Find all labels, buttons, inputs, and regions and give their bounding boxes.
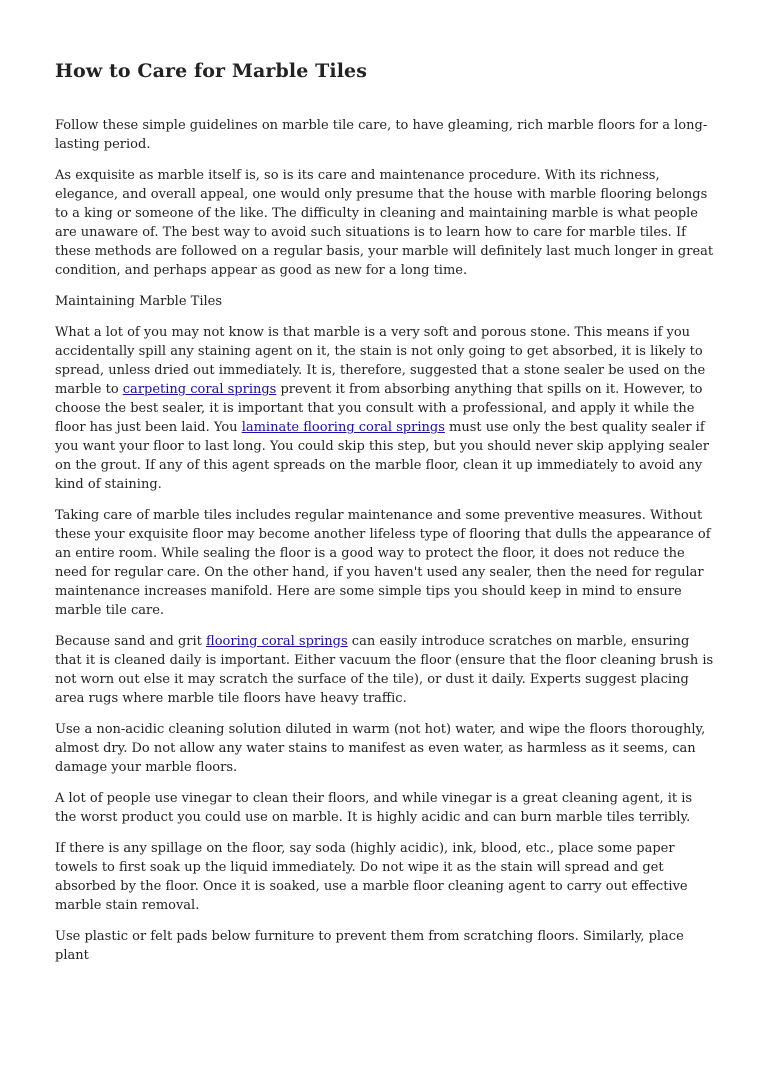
text-span: What a lot of you may not know is that marble is a very soft and porous stone. This means if you accidentally spill any staining agent on it, the stain is not only going to get absorbed, it is likely to spread, unless dried out immediately. It is, therefore, suggested that a stone sealer be used on the marble to: [55, 325, 706, 397]
sealer-paragraph: [55, 323, 715, 494]
sand-grit-paragraph: [55, 632, 715, 708]
text-span: can easily introduce scratches on marble, ensuring that it is cleaned daily is important. Either vacuum the floor (ensure that the floor cleaning brush is not worn out else it may scratch the surface of the tile), or dust it daily. Experts suggest placing area rugs where marble tile floors have heavy traffic.: [55, 634, 714, 706]
maintenance-paragraph: Taking care of marble tiles includes regular maintenance and some preventive measures. Without these your exquisite floor may become another lifeless type of flooring that dulls the appearance of an entire room. While sealing the floor is a good way to protect the floor, it does not reduce the need for regular care. On the other hand, if you haven't used any sealer, then the need for regular maintenance increases manifold. Here are some simple tips you should keep in mind to ensure marble tile care.: [55, 508, 711, 618]
vinegar-paragraph: A lot of people use vinegar to clean their floors, and while vinegar is a great cleaning agent, it is the worst product you could use on marble. It is highly acidic and can burn marble tiles terribly.: [55, 791, 693, 825]
intro-paragraph: Follow these simple guidelines on marble tile care, to have gleaming, rich marble floors for a long-lasting period.: [55, 118, 708, 152]
section-heading-maintaining: Maintaining Marble Tiles: [55, 294, 223, 309]
text-span: must use only the best quality sealer if you want your floor to last long. You could skip this step, but you should never skip applying sealer on the grout. If any of this agent spreads on the marble floor, clean it up immediately to avoid any kind of staining.: [55, 420, 709, 492]
furniture-pads-paragraph: Use plastic or felt pads below furniture to prevent them from scratching floors. Similarly, place plant: [55, 929, 684, 963]
cleaning-solution-paragraph: Use a non-acidic cleaning solution diluted in warm (not hot) water, and wipe the floors thoroughly, almost dry. Do not allow any water stains to manifest as even water, as harmless as it seems, can damage your marble floors.: [55, 722, 706, 775]
link-carpeting-coral-springs[interactable]: carpeting coral springs: [122, 382, 277, 397]
link-laminate-flooring-coral-springs[interactable]: laminate flooring coral springs: [241, 420, 445, 435]
link-flooring-coral-springs[interactable]: flooring coral springs: [206, 634, 348, 649]
overview-paragraph: As exquisite as marble itself is, so is its care and maintenance procedure. With its richness, elegance, and overall appeal, one would only presume that the house with marble flooring belongs to a king or someone of the like. The difficulty in cleaning and maintaining marble is what people are unaware of. The best way to avoid such situations is to learn how to care for marble tiles. If these methods are followed on a regular basis, your marble will definitely last much longer in great condition, and perhaps appear as good as new for a long time.: [55, 168, 714, 278]
page-title: How to Care for Marble Tiles: [55, 60, 367, 82]
text-span: prevent it from absorbing anything that spills on it. However, to choose the best sealer, it is important that you consult with a professional, and apply it while the floor has just been laid. You: [55, 382, 703, 435]
spillage-paragraph: If there is any spillage on the floor, say soda (highly acidic), ink, blood, etc., place some paper towels to first soak up the liquid immediately. Do not wipe it as the stain will spread and get absorbed by the floor. Once it is soaked, use a marble floor cleaning agent to carry out effective marble stain removal.: [55, 841, 688, 913]
text-span: Because sand and grit: [55, 634, 207, 649]
document-page: [55, 60, 715, 977]
